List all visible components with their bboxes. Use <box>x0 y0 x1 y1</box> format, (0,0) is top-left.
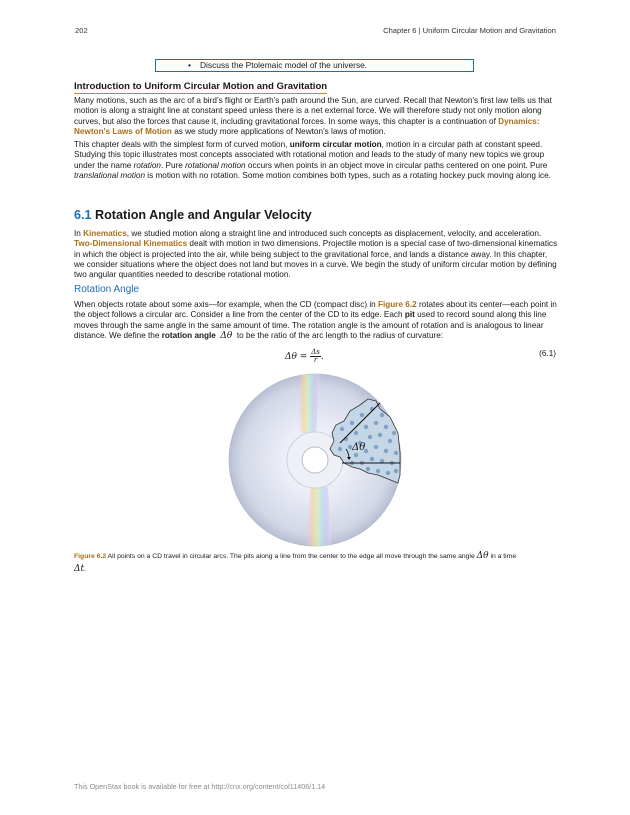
page-header <box>75 26 556 38</box>
link-figure-6-2[interactable]: Figure 6.2 <box>377 300 417 309</box>
learning-objectives-box <box>155 59 474 72</box>
link-dynamics[interactable]: Dynamics: Newton's Laws of Motion <box>74 116 540 136</box>
link-kinematics[interactable]: Kinematics <box>83 229 127 238</box>
cd-illustration <box>228 373 402 547</box>
objective-item: Discuss the Ptolemaic model of the universe. <box>200 60 368 70</box>
cd-figure <box>228 373 402 547</box>
section-number: 6.1 <box>74 208 92 222</box>
figure-caption: Figure 6.2 All points on a CD travel in circular arcs. The pits along a line from the center to the edge all move through the same angle Δθ in a time Δt. <box>74 551 517 574</box>
angle-label: Δθ <box>352 442 366 453</box>
page-number: 202 <box>75 26 88 35</box>
section-paragraph-1: In Kinematics, we studied motion along a straight line and introduced such concepts as displacement, velocity, and acceleration. Two-Dimensional Kinematics dealt with motion in two dimensions. Projectile motion is a special case of two-dimensional kinematics in which the object is projected into the air, while being subject to the gravitational force, and lands a distance away. In this chapter, we consider situations where the object does not land but moves in a curve. We begin the study of uniform circular motion by defining two angular quantities needed to describe rotational motion. <box>74 229 558 280</box>
subsection-heading: Rotation Angle <box>74 284 140 295</box>
equation-6-1: Δθ = $\frac{\Delta s}{r}$. <box>285 348 324 364</box>
intro-paragraph-2: This chapter deals with the simplest form of curved motion, uniform circular motion, motion in a circular path at constant speed. Studying this topic illustrates most concepts associated with rotational motion and leads to the study of many new topics we group under the name rotation. Pure rotational motion occurs when points in an object move in circular paths centered on one point. Pure translational motion is motion with no rotation. Some motion combines both types, such as a rotating hockey puck moving along ice. <box>74 140 551 180</box>
page-footer: This OpenStax book is available for free at http://cnx.org/content/col11406/1.14 <box>74 782 326 791</box>
equation-number: (6.1) <box>539 349 556 358</box>
section-paragraph-2: When objects rotate about some axis—for example, when the CD (compact disc) in Figure 6.2 rotates about its center—each point in the object follows a circular arc. Consider a line from the center of the CD to its edge. Each pit used to record sound along this line moves through the same angle in the same amount of time. The rotation angle is the amount of rotation and is analogous to linear distance. We define the rotation angle Δθ to be the ratio of the arc length to the radius of curvature: <box>74 300 557 341</box>
figure-label: Figure 6.2 <box>74 553 107 560</box>
bullet-icon: • <box>188 60 191 70</box>
section-heading <box>74 208 312 222</box>
equation-fraction: $\frac{\Delta s}{r}$ <box>311 348 320 364</box>
chapter-title: Chapter 6 | Uniform Circular Motion and Gravitation <box>383 26 556 35</box>
intro-heading: Introduction to Uniform Circular Motion and Gravitation <box>74 81 328 92</box>
intro-paragraph-1: Many motions, such as the arc of a bird’s flight or Earth’s path around the Sun, are curved. Recall that Newton’s first law tells us that motion is along a straight line at constant speed unless there is a net external force. We will therefore study not only motion along curves, but also the forces that cause it, including gravitational forces. In some ways, this chapter is a continuation of Dynamics: Newton's Laws of Motion as we study more applications of Newton’s laws of motion. <box>74 96 552 136</box>
link-two-dimensional-kinematics[interactable]: Two-Dimensional Kinematics <box>74 239 188 249</box>
section-title: Rotation Angle and Angular Velocity <box>95 208 312 222</box>
